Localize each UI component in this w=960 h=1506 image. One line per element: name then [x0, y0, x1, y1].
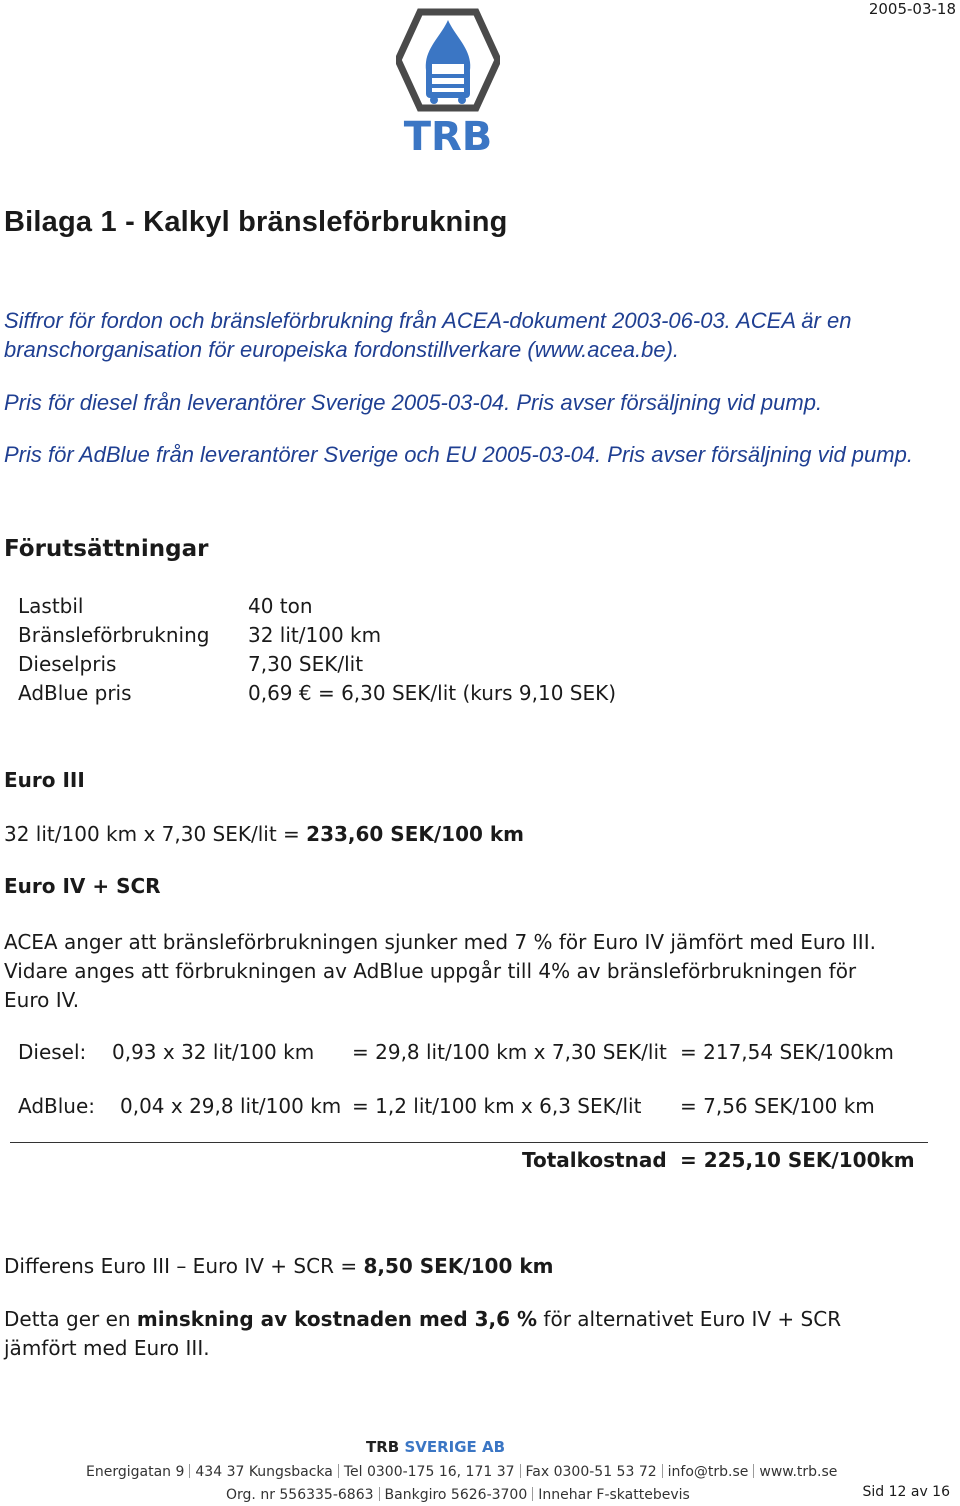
footer-org-number: Org. nr 556335-6863: [226, 1487, 374, 1503]
footer-brand-name: SVERIGE AB: [404, 1438, 506, 1456]
difference-line: [4, 1252, 553, 1281]
logo-text: TRB: [403, 114, 493, 154]
footer-email: info@trb.se: [667, 1464, 749, 1480]
intro-paragraph-1: Siffror för fordon och bränsleförbrukning från ACEA-dokument 2003-06-03. ACEA är en branschorganisation för europeiska fordonstillverkare (www.acea.be).: [4, 308, 852, 362]
document-date: 2005-03-18: [868, 0, 956, 18]
euro3-calculation: [4, 820, 524, 849]
diesel-cost-calc: = 29,8 lit/100 km x 7,30 SEK/lit: [352, 1040, 667, 1064]
difference-value: 8,50 SEK/100 km: [363, 1254, 554, 1278]
footer-website: www.trb.se: [759, 1464, 838, 1480]
total-label: Totalkostnad: [522, 1148, 667, 1172]
footer-company-line: [226, 1487, 690, 1503]
footer-brand-trb: TRB: [366, 1438, 400, 1456]
diesel-label: Diesel:: [18, 1040, 87, 1064]
adblue-cost: = 7,56 SEK/100 km: [680, 1094, 875, 1118]
adblue-consumption: 0,04 x 29,8 lit/100 km: [120, 1094, 342, 1118]
adblue-label: AdBlue:: [18, 1094, 96, 1118]
adblue-cost-calc: = 1,2 lit/100 km x 6,3 SEK/lit: [352, 1094, 642, 1118]
footer-address: Energigatan 9: [86, 1464, 185, 1480]
euro4-heading: Euro IV + SCR: [4, 874, 161, 898]
footer-contact-line: [86, 1464, 837, 1480]
footer-tax-status: Innehar F-skattebevis: [538, 1487, 690, 1503]
footer-bankgiro: Bankgiro 5626-3700: [384, 1487, 528, 1503]
intro-paragraph-3: Pris för AdBlue från leverantörer Sverige och EU 2005-03-04. Pris avser försäljning vid pump.: [4, 442, 913, 467]
euro3-result: 233,60 SEK/100 km: [306, 822, 525, 846]
conclusion-pre: Detta ger en: [4, 1307, 137, 1331]
condition-label: AdBlue pris: [18, 681, 132, 705]
intro-paragraph-2: Pris för diesel från leverantörer Sverige 2005-03-04. Pris avser försäljning vid pump.: [4, 390, 823, 415]
condition-label: Lastbil: [18, 594, 84, 618]
condition-value: 7,30 SEK/lit: [248, 652, 364, 676]
footer-fax: Fax 0300-51 53 72: [525, 1464, 657, 1480]
conclusion-post: för alternativet Euro IV + SCR jämfört med Euro III.: [4, 1307, 842, 1360]
footer-brand: [366, 1438, 505, 1456]
condition-label: Dieselpris: [18, 652, 117, 676]
diesel-cost: = 217,54 SEK/100km: [680, 1040, 894, 1064]
condition-value: 40 ton: [248, 594, 313, 618]
conclusion-paragraph: [4, 1305, 904, 1363]
condition-label: Bränsleförbrukning: [18, 623, 210, 647]
condition-value: 32 lit/100 km: [248, 623, 382, 647]
euro4-description: ACEA anger att bränsleförbrukningen sjunker med 7 % för Euro IV jämfört med Euro III. Vidare anges att förbrukningen av AdBlue uppgår till 4% av bränsleförbrukningen för Euro IV.: [4, 930, 876, 1012]
diesel-consumption: 0,93 x 32 lit/100 km: [112, 1040, 315, 1064]
total-value: = 225,10 SEK/100km: [680, 1148, 915, 1172]
difference-text: Differens Euro III – Euro IV + SCR =: [4, 1254, 364, 1278]
condition-value: 0,69 € = 6,30 SEK/lit (kurs 9,10 SEK): [248, 681, 617, 705]
page-title: Bilaga 1 - Kalkyl bränsleförbrukning: [4, 206, 508, 238]
trb-logo: [396, 8, 500, 154]
sum-divider: [10, 1142, 928, 1143]
conclusion-bold: minskning av kostnaden med 3,6 %: [136, 1307, 538, 1331]
euro3-heading: Euro III: [4, 768, 85, 792]
page-number: Sid 12 av 16: [862, 1484, 950, 1500]
conditions-heading: Förutsättningar: [4, 536, 209, 562]
footer-phone: Tel 0300-175 16, 171 37: [343, 1464, 515, 1480]
footer-city: 434 37 Kungsbacka: [195, 1464, 333, 1480]
euro3-calc: 32 lit/100 km x 7,30 SEK/lit =: [4, 822, 307, 846]
